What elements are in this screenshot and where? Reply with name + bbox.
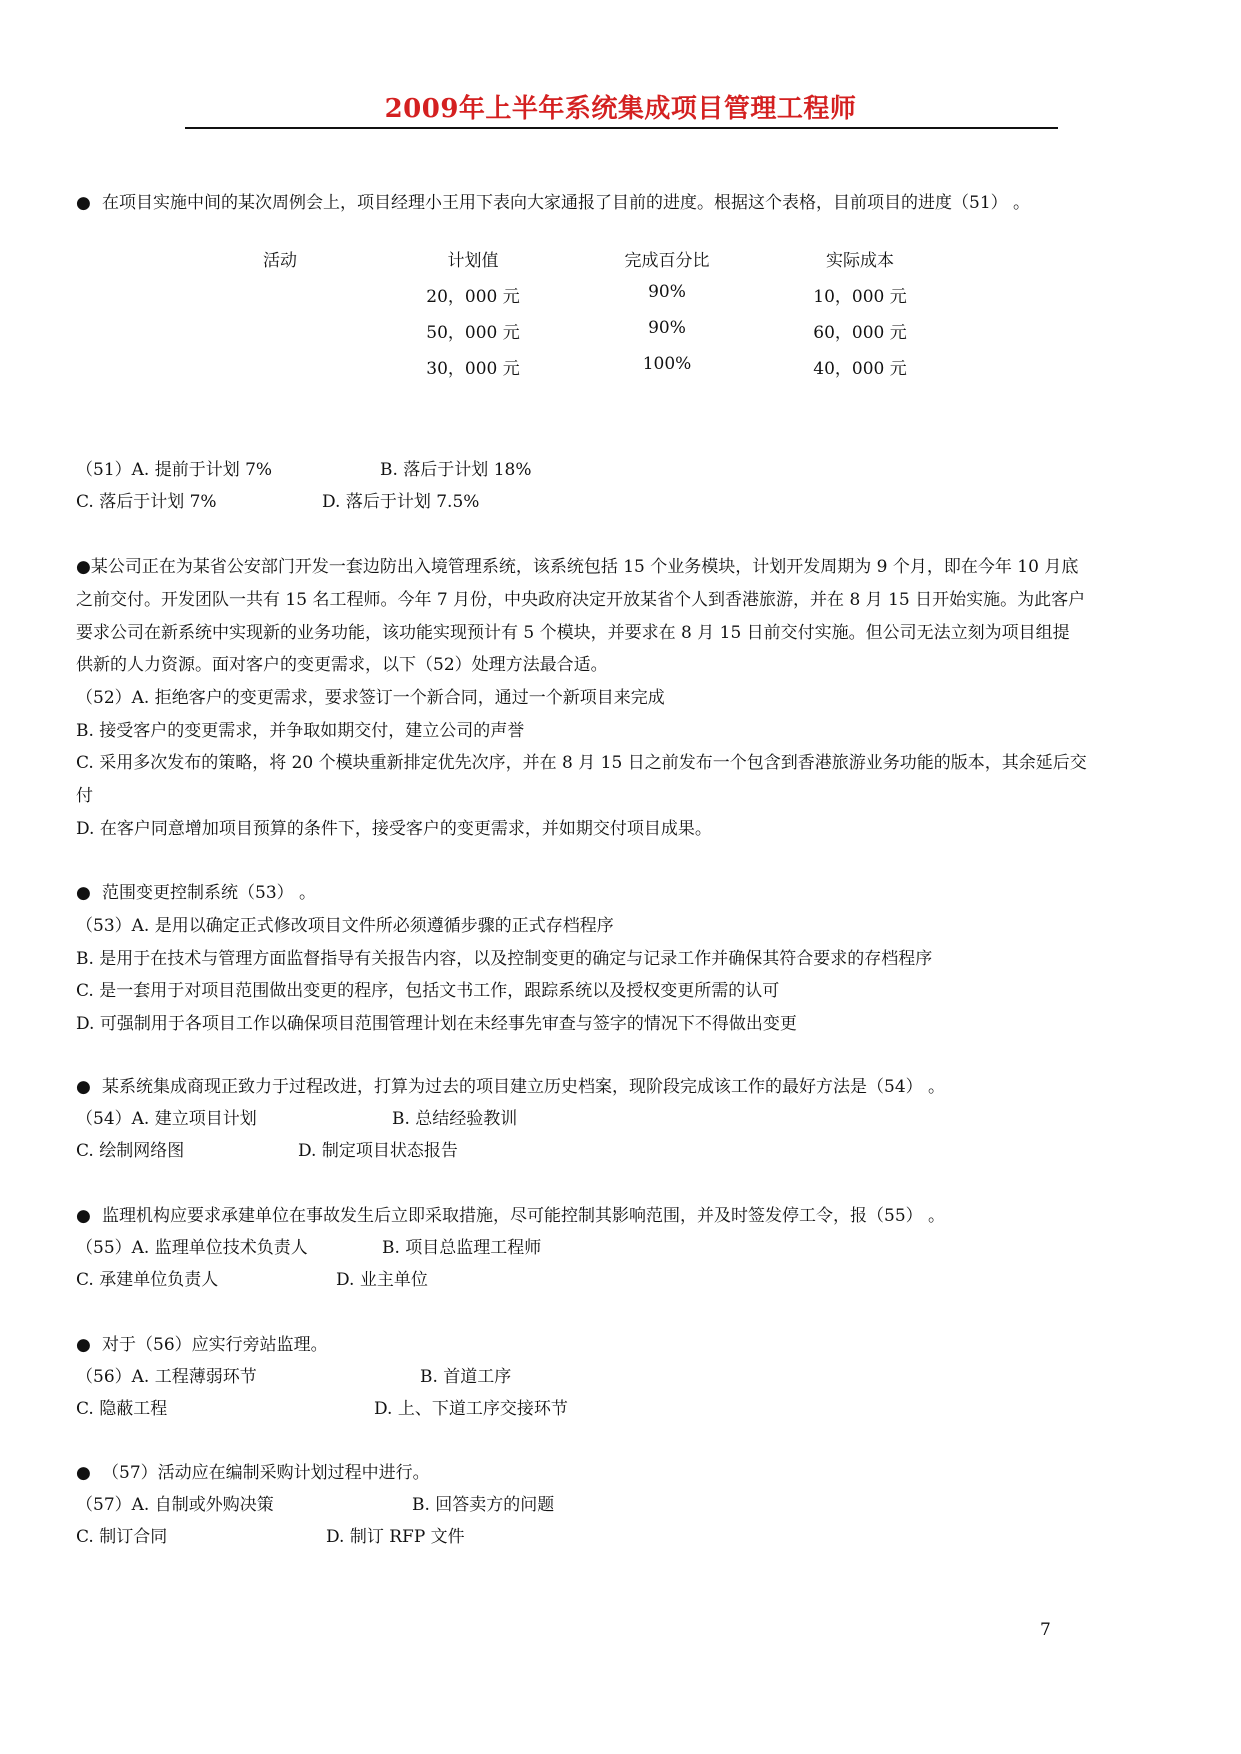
q55-option-b: B. 项目总监理工程师 [382,1238,542,1258]
question-56-stem: ● 对于（56）应实行旁站监理。 [76,1335,328,1355]
q51-option-c: C. 落后于计划 7% [76,492,217,512]
q53-option-b: B. 是用于在技术与管理方面监督指导有关报告内容，以及控制变更的确定与记录工作并确保其符合要求的存档程序 [76,949,933,969]
q54-option-c: C. 绘制网络图 [76,1141,185,1161]
bullet: ● [76,1077,91,1097]
q53-option-d: D. 可强制用于各项目工作以确保项目范围管理计划在未经事先审查与签字的情况下不得做出变更 [76,1014,797,1034]
q54-option-a: （54）A. 建立项目计划 [76,1109,257,1129]
q57-option-c: C. 制订合同 [76,1527,168,1547]
q57-option-d: D. 制订 RFP 文件 [326,1527,465,1547]
q56-option-b: B. 首道工序 [420,1367,512,1387]
q55-option-a: （55）A. 监理单位技术负责人 [76,1238,308,1258]
table-header-actual-cost: 实际成本 [826,251,894,271]
bullet: ● [76,883,91,903]
q52-option-b: B. 接受客户的变更需求，并争取如期交付，建立公司的声誉 [76,721,525,741]
q52-line: 供新的人力资源。面对客户的变更需求，以下（52）处理方法最合适。 [76,655,608,675]
q55-option-d: D. 业主单位 [336,1270,428,1290]
q52-option-d: D. 在客户同意增加项目预算的条件下，接受客户的变更需求，并如期交付项目成果。 [76,819,712,839]
q52-option-c: C. 采用多次发布的策略，将 20 个模块重新排定优先次序，并在 8 月 15 日之前发布一个包含到香港旅游业务功能的版本，其余延后交 [76,753,1087,773]
table-cell: 90% [648,282,686,302]
q51-option-d: D. 落后于计划 7.5% [322,492,480,512]
table-cell: 100% [642,354,692,374]
q56-option-d: D. 上、下道工序交接环节 [374,1399,568,1419]
table-header-percent-complete: 完成百分比 [624,251,710,271]
q52-line: 之前交付。开发团队一共有 15 名工程师。今年 7 月份，中央政府决定开放某省个人到香港旅游，并在 8 月 15 日开始实施。为此客户 [76,590,1086,610]
bullet: ● [76,193,91,213]
table-cell: 90% [648,318,686,338]
q56-option-c: C. 隐蔽工程 [76,1399,168,1419]
question-55-stem: ● 监理机构应要求承建单位在事故发生后立即采取措施，尽可能控制其影响范围，并及时签发停工令，报（55） 。 [76,1206,946,1226]
table-cell: 50，000 元 [426,323,520,343]
q57-option-b: B. 回答卖方的问题 [412,1495,555,1515]
q53-option-c: C. 是一套用于对项目范围做出变更的程序，包括文书工作，跟踪系统以及授权变更所需的认可 [76,981,780,1001]
q54-option-b: B. 总结经验教训 [392,1109,518,1129]
q52-option-c-cont: 付 [76,786,93,806]
page-title: 2009年上半年系统集成项目管理工程师 [384,94,857,124]
table-cell: 60，000 元 [813,323,907,343]
q51-option-b: B. 落后于计划 18% [380,460,532,480]
question-53-stem: ● 范围变更控制系统（53） 。 [76,883,317,903]
question-54-stem: ● 某系统集成商现正致力于过程改进，打算为过去的项目建立历史档案，现阶段完成该工作的最好方法是（54） 。 [76,1077,946,1097]
table-cell: 10，000 元 [813,287,907,307]
q52-option-a: （52）A. 拒绝客户的变更需求，要求签订一个新合同，通过一个新项目来完成 [76,688,665,708]
page-number: 7 [1040,1620,1051,1640]
bullet: ● [76,1206,91,1226]
table-cell: 30，000 元 [426,359,520,379]
q53-option-a: （53）A. 是用以确定正式修改项目文件所必须遵循步骤的正式存档程序 [76,916,614,936]
q51-option-a: （51）A. 提前于计划 7% [76,460,273,480]
question-57-stem: ● （57）活动应在编制采购计划过程中进行。 [76,1463,430,1483]
table-cell: 40，000 元 [813,359,907,379]
table-header-activity: 活动 [263,251,297,271]
bullet: ● [76,1335,91,1355]
q52-line: 要求公司在新系统中实现新的业务功能，该功能实现预计有 5 个模块，并要求在 8 月 15 日前交付实施。但公司无法立刻为项目组提 [76,623,1070,643]
q54-option-d: D. 制定项目状态报告 [298,1141,458,1161]
bullet: ● [76,1463,91,1483]
question-51-stem: ● 在项目实施中间的某次周例会上，项目经理小王用下表向大家通报了目前的进度。根据这个表格，目前项目的进度（51） 。 [76,193,1031,213]
table-cell: 20，000 元 [426,287,520,307]
table-header-planned-value: 计划值 [447,251,499,271]
q52-line: ●某公司正在为某省公安部门开发一套边防出入境管理系统，该系统包括 15 个业务模块，计划开发周期为 9 个月，即在今年 10 月底 [76,557,1079,577]
q55-option-c: C. 承建单位负责人 [76,1270,219,1290]
q57-option-a: （57）A. 自制或外购决策 [76,1495,274,1515]
title-rule [185,127,1058,129]
q56-option-a: （56）A. 工程薄弱环节 [76,1367,257,1387]
